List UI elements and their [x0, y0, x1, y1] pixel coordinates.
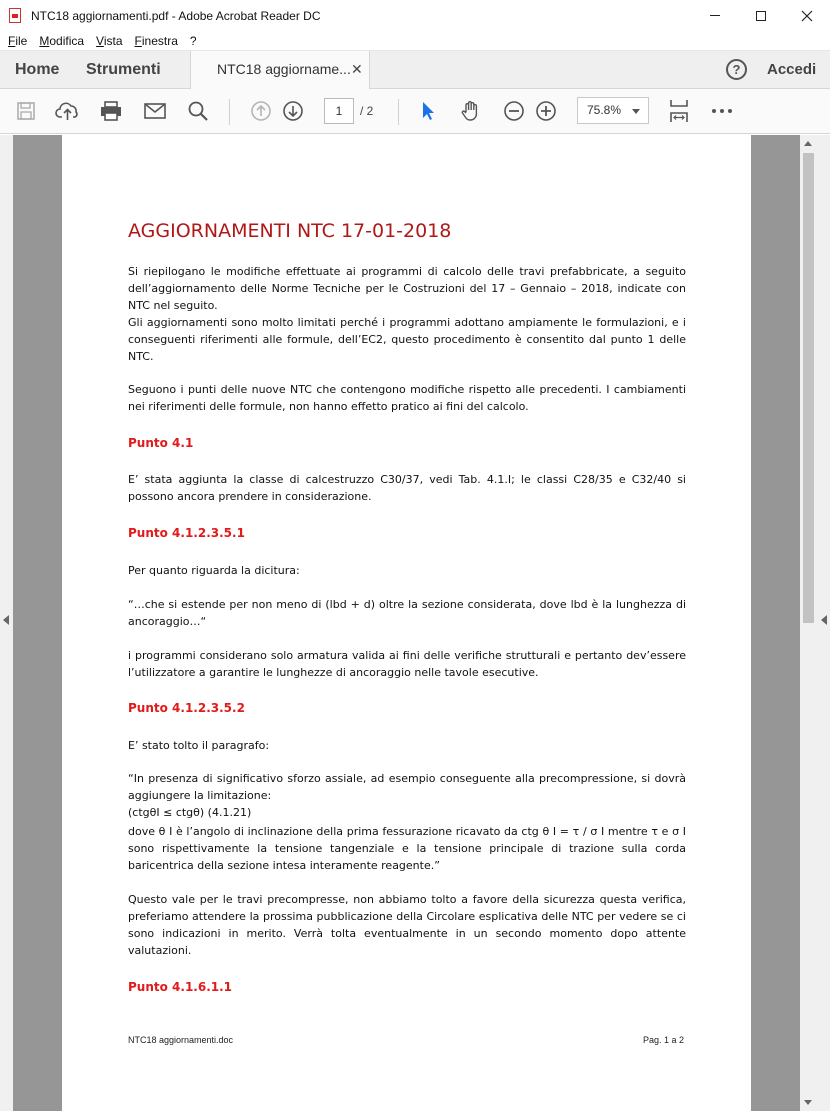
zoom-out-button[interactable] [501, 99, 527, 123]
menu-vista[interactable]: Vista [96, 33, 123, 48]
zoom-in-button[interactable] [533, 99, 559, 123]
paragraph-quote-definitions: dove θ I è l’angolo di inclinazione della prima fessurazione ricavato da ctg θ I = τ / σ I mentre τ e σ I sono rispettivamente la tensione tangenziale e la tensione principale di trazione sulla corda baricentrica della sezione intesa interamente reagente.” [128, 825, 686, 872]
toolbar [0, 89, 830, 134]
window-title: NTC18 aggiornamenti.pdf - Adobe Acrobat Reader DC [31, 8, 321, 23]
close-tab-icon[interactable]: ✕ [351, 61, 363, 77]
menu-file[interactable]: File [8, 33, 28, 48]
more-icon [711, 108, 733, 114]
cursor-arrow-icon [419, 100, 437, 122]
fit-width-icon [668, 98, 690, 124]
menu-help[interactable]: ? [189, 33, 197, 48]
footer-filename: NTC18 aggiornamenti.doc [128, 1035, 234, 1045]
paragraph-intro: Si riepilogano le modifiche effettuate ai programmi di calcolo delle travi prefabbricate, a seguito dell’aggiornamento delle Norme Tecniche per le Costruzioni del 17 – Gennaio – 2018, indicate con NTC nel seguito. [128, 265, 686, 312]
heading-punto-4-1-2-3-5-2: Punto 4.1.2.3.5.2 [128, 701, 245, 715]
fit-page-button[interactable] [666, 99, 692, 123]
plus-circle-icon [535, 100, 557, 122]
cloud-upload-icon [55, 100, 81, 122]
toolbar-separator [398, 99, 399, 125]
left-panel-toggle[interactable] [0, 135, 13, 1111]
email-button[interactable] [142, 99, 168, 123]
zoom-select[interactable] [577, 97, 649, 124]
scrollbar-thumb[interactable] [803, 153, 814, 623]
paragraph-quote-axial: “In presenza di significativo sforzo assiale, ad esempio conseguente alla precompressione, si dovrà aggiungere la limitazione: [128, 772, 686, 802]
maximize-button[interactable] [738, 0, 784, 31]
minimize-icon [710, 15, 720, 16]
document-title: AGGIORNAMENTI NTC 17-01-2018 [128, 220, 452, 242]
print-button[interactable] [98, 99, 124, 123]
minus-circle-icon [503, 100, 525, 122]
select-tool-button[interactable] [415, 99, 441, 123]
help-icon[interactable]: ? [726, 59, 747, 80]
heading-punto-4-1: Punto 4.1 [128, 436, 194, 450]
previous-page-button[interactable] [248, 99, 274, 123]
envelope-icon [143, 101, 167, 121]
arrow-down-circle-icon [282, 100, 304, 122]
paragraph-prestressed: Questo vale per le travi precompresse, non abbiamo tolto a favore della sicurezza questa verifica, preferiamo attendere la prossima pubblicazione della Circolare esplicativa delle NTC per vedere se ci sono indicazioni in merito. Verrà tolta eventualmente in un secondo momento dopo attente valutazioni. [128, 893, 686, 957]
footer-page: Pag. 1 a 2 [643, 1035, 685, 1045]
close-window-button[interactable] [784, 0, 830, 31]
close-icon [801, 10, 813, 22]
search-button[interactable] [185, 99, 211, 123]
pdf-app-icon [9, 8, 21, 23]
minimize-button[interactable] [692, 0, 738, 31]
paragraph-quote-anchorage: “…che si estende per non meno di (lbd + d) oltre la sezione considerata, dove lbd è la lunghezza di ancoraggio…“ [128, 598, 686, 628]
printer-icon [99, 100, 123, 122]
menu-bar [0, 31, 830, 51]
search-icon [187, 100, 209, 122]
toolbar-separator [229, 99, 230, 125]
heading-punto-4-1-6-1-1: Punto 4.1.6.1.1 [128, 980, 233, 994]
zoom-value: 75.8% [587, 103, 622, 117]
heading-punto-4-1-2-3-5-1: Punto 4.1.2.3.5.1 [128, 526, 245, 540]
paragraph-following: Seguono i punti delle nuove NTC che contengono modifiche rispetto alle precedenti. I cambiamenti nei riferimenti delle formule, non hanno effetto pratico ai fini del calcolo. [128, 383, 686, 413]
paragraph-removed: E’ stato tolto il paragrafo: [128, 739, 270, 752]
tab-document-label: NTC18 aggiorname... [217, 61, 351, 77]
login-link[interactable]: Accedi [767, 61, 817, 78]
menu-finestra[interactable]: Finestra [134, 33, 178, 48]
save-button[interactable] [13, 99, 39, 123]
more-tools-button[interactable] [709, 99, 735, 123]
expand-right-icon [821, 615, 827, 625]
paragraph-updates: Gli aggiornamenti sono molto limitati perché i programmi adottano ampiamente le formulazioni, e i conseguenti riferimenti alle formule, dell’EC2, questo procedimento è consentito dal punto 1 delle NTC. [128, 316, 686, 363]
tab-home[interactable]: Home [15, 61, 60, 78]
expand-left-icon [3, 615, 9, 625]
tab-document[interactable] [190, 51, 370, 89]
chevron-down-icon [632, 109, 640, 114]
scroll-down-icon[interactable] [804, 1100, 812, 1105]
maximize-icon [756, 11, 766, 21]
page-number-input[interactable]: 1 [324, 98, 354, 124]
upload-button[interactable] [55, 99, 81, 123]
paragraph-wording: Per quanto riguarda la dicitura: [128, 564, 300, 577]
hand-icon [459, 99, 483, 123]
next-page-button[interactable] [280, 99, 306, 123]
page-total: / 2 [360, 104, 374, 118]
title-bar [0, 0, 830, 31]
tab-tools[interactable]: Strumenti [86, 61, 161, 78]
tab-bar [0, 51, 830, 89]
right-panel-toggle[interactable] [817, 135, 830, 1111]
paragraph-programs: i programmi considerano solo armatura valida ai fini delle verifiche strutturali e pertanto dev’essere l’utilizzatore a garantire le lunghezze di ancoraggio nelle tavole esecutive. [128, 649, 686, 679]
scroll-up-icon[interactable] [804, 141, 812, 146]
paragraph-concrete-class: E’ stata aggiunta la classe di calcestruzzo C30/37, vedi Tab. 4.1.I; le classi C28/35 e C32/40 si possono ancora prendere in considerazione. [128, 473, 686, 503]
arrow-up-circle-icon [250, 100, 272, 122]
save-icon [15, 100, 37, 122]
formula-line: (ctgθI ≤ ctgθ) (4.1.21) [128, 806, 252, 819]
hand-tool-button[interactable] [458, 99, 484, 123]
menu-modifica[interactable]: Modifica [39, 33, 85, 48]
vertical-scrollbar[interactable] [800, 135, 817, 1111]
